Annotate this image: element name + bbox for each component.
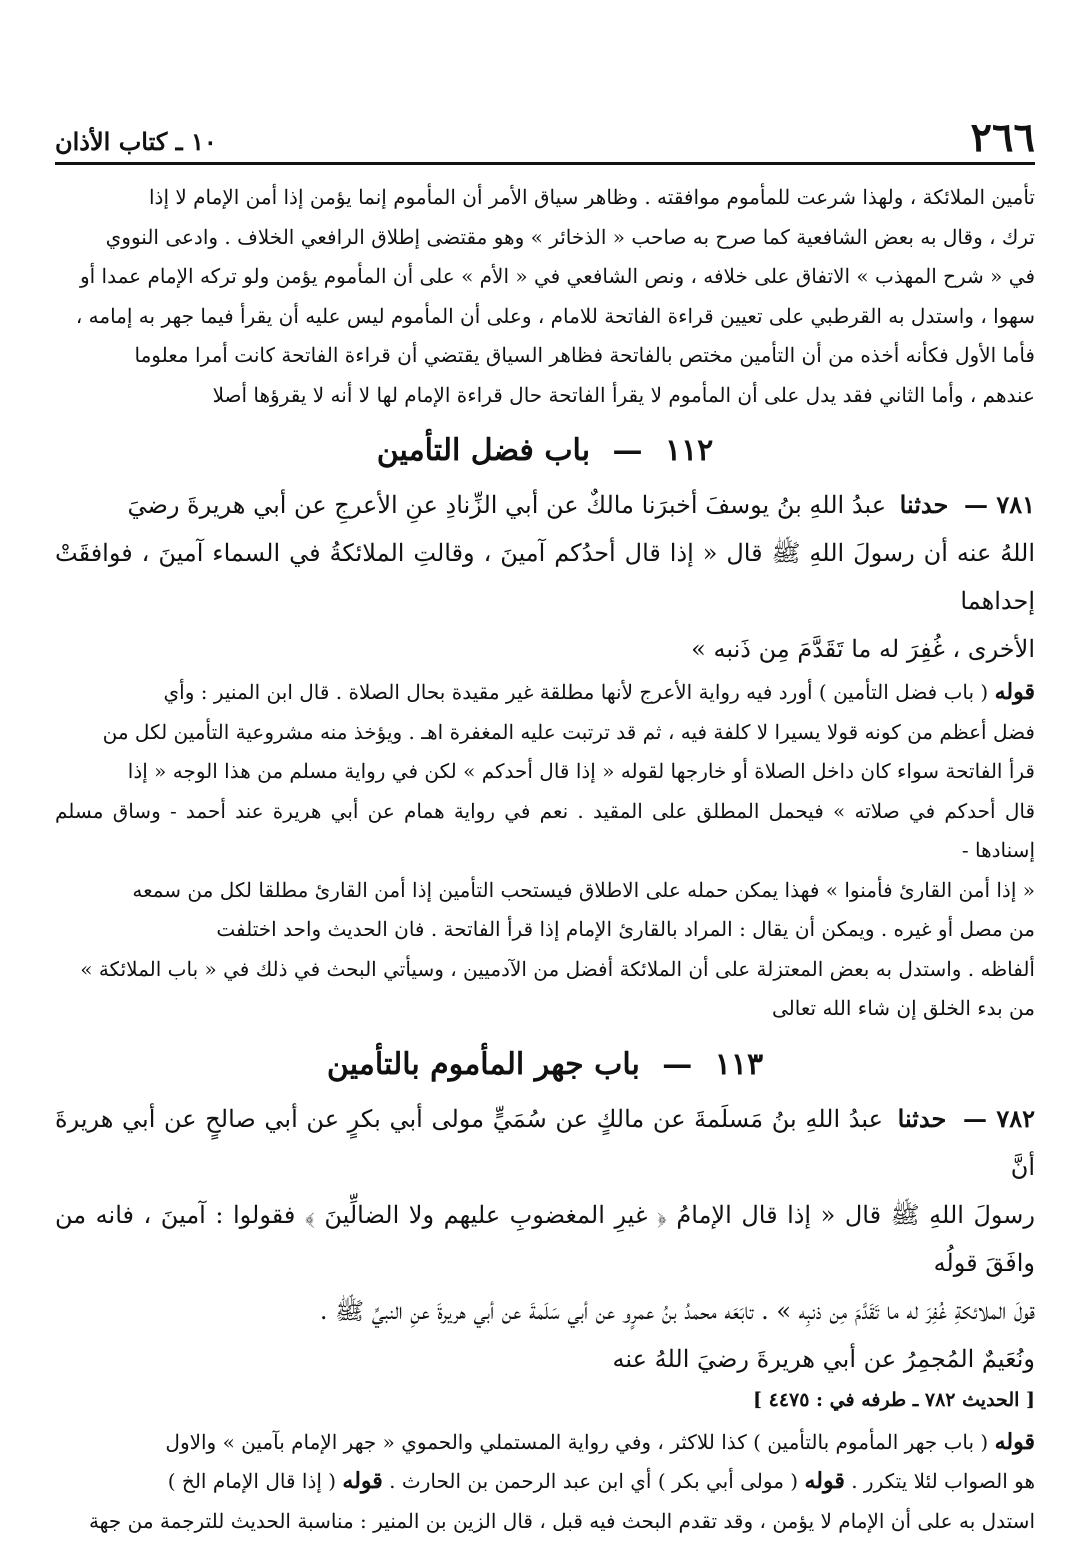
commentary-line [55,1423,1035,1463]
page-header [55,112,1035,165]
commentary-text: هو الصواب لئلا يتكرر . [845,1469,1035,1493]
commentary-line: « إذا أمن القارئ فأمنوا » فهذا يمكن حمله على الاطلاق فيستحب التأمين إذا أمن القارئ مطلقا لكل من سمعه [55,871,1035,911]
hadith-line [55,481,1035,529]
chapter-number: ١١٢ [665,433,713,468]
hadith-line: اللهُ عنه أن رسولَ اللهِ ﷺ قال « إذا قال أحدُكم آمينَ ، وقالتِ الملائكةُ في السماء آمينَ ، فوافقَتْ إحداهما [55,529,1035,625]
hadith-number: ٧٨١ — [964,490,1035,519]
qawluhu-marker: قوله [995,679,1035,705]
commentary-line: قال أحدكم في صلاته » فيحمل المطلق على المقيد . نعم في رواية همام عن أبي هريرة عند أحمد - وساق مسلم إسنادها - [55,792,1035,871]
chapter-heading-112 [55,425,1035,477]
qawluhu-marker: قوله [804,1468,844,1494]
commentary-line: ترك ، وقال به بعض الشافعية كما صرح به صاحب « الذخائر » وهو مقتضى إطلاق الرافعي الخلاف . وادعى النووي [55,218,1035,258]
hadith-line: قولَ الملائكةِ غُفِرَ له ما تَقَدَّمَ مِن ذنبِه » . تابَعَه محمدُ بنُ عمرٍو عن أبي سَلَمةَ عن أبي هريرةَ عنِ النبيِّ ﷺ . [55,1287,1035,1335]
page-body [55,178,1035,1541]
hadith-line: ونُعَيمٌ المُجمِرُ عن أبي هريرةَ رضيَ اللهُ عنه [55,1335,1035,1383]
commentary-line: من مصل أو غيره . ويمكن أن يقال : المراد بالقارئ الإمام إذا قرأ الفاتحة . فان الحديث واحد اختلفت [55,910,1035,950]
chapter-dash: — [662,1047,692,1082]
commentary-line: ألفاظه . واستدل به بعض المعتزلة على أن الملائكة أفضل من الآدميين ، وسيأتي البحث في ذلك في « باب الملائكة » [55,950,1035,990]
commentary-line [55,1462,1035,1502]
chapter-title: جهر المأموم بالتأمين [327,1047,584,1082]
running-title: ١٠ ـ كتاب الأذان [55,122,217,162]
commentary-112 [55,673,1035,1029]
commentary-text: ( مولى أبي بكر ) أي ابن عبد الرحمن بن الحارث . [383,1469,798,1493]
commentary-line: قرأ الفاتحة سواء كان داخل الصلاة أو خارجها لقوله « إذا قال أحدكم » لكن في رواية مسلم من هذا الوجه « إذا [55,752,1035,792]
hadith-line [55,1095,1035,1191]
commentary-113 [55,1423,1035,1541]
chapter-bab: باب [544,433,590,468]
commentary-text: ( إذا قال الإمام الخ ) [168,1469,336,1493]
chapter-number: ١١٣ [715,1047,763,1082]
hadith-782 [55,1095,1035,1383]
commentary-text: ( باب فضل التأمين ) أورد فيه رواية الأعرج لأنها مطلقة غير مقيدة بحال الصلاة . قال ابن المنير : وأي [164,680,989,704]
chapter-dash: — [613,433,643,468]
commentary-text: ( باب جهر المأموم بالتأمين ) كذا للاكثر ، وفي رواية المستملي والحموي « جهر الإمام بآمين » والاول [165,1430,988,1454]
hadith-text: عبدُ اللهِ بنُ يوسفَ أخبرَنا مالكٌ عن أبي الزِّنادِ عنِ الأعرجِ عن أبي هريرةَ رضيَ [127,491,886,519]
hadith-chain-head: حدثنا [898,1104,947,1133]
commentary-line: من بدء الخلق إن شاء الله تعالى [55,989,1035,1029]
chapter-heading-113 [55,1039,1035,1091]
hadith-chain-head: حدثنا [900,490,949,519]
chapter-title: فضل التأمين [377,433,534,468]
commentary-line: استدل به على أن الإمام لا يؤمن ، وقد تقدم البحث فيه قبل ، قال الزين بن المنير : مناسبة الحديث للترجمة من جهة [55,1502,1035,1541]
qawluhu-marker: قوله [342,1468,382,1494]
commentary-line: سهوا ، واستدل به القرطبي على تعيين قراءة الفاتحة للامام ، وعلى أن المأموم ليس عليه أن يقرأ فيما جهر به إمامه ، [55,297,1035,337]
commentary-line: عندهم ، وأما الثاني فقد يدل على أن المأموم لا يقرأ الفاتحة حال قراءة الإمام لها لا أنه لا يقرؤها أصلا [55,376,1035,416]
hadith-text: عبدُ اللهِ بنُ مَسلَمةَ عن مالكٍ عن سُمَيٍّ مولى أبي بكرٍ عن أبي صالحٍ عن أبي هريرةَ أنَّ [55,1105,1035,1181]
hadith-reference: [ الحديث ٧٨٢ ـ طرفه في : ٤٤٧٥ ] [55,1383,1035,1417]
page-number: ٢٦٦ [971,114,1035,162]
hadith-number: ٧٨٢ — [963,1104,1035,1133]
hadith-781 [55,481,1035,673]
hadith-line: الأخرى ، غُفِرَ له ما تَقَدَّمَ مِن ذَنبه » [55,625,1035,673]
hadith-line: رسولَ اللهِ ﷺ قال « إذا قال الإمامُ ﴿ غيرِ المغضوبِ عليهم ولا الضالِّينَ ﴾ فقولوا : آمينَ ، فانه من وافَقَ قولُه [55,1191,1035,1287]
chapter-bab: باب [594,1047,640,1082]
commentary-line: تأمين الملائكة ، ولهذا شرعت للمأموم موافقته . وظاهر سياق الأمر أن المأموم إنما يؤمن إذا أمن الإمام لا إذا [55,178,1035,218]
qawluhu-marker: قوله [995,1429,1035,1455]
intro-commentary [55,178,1035,415]
commentary-line: فأما الأول فكأنه أخذه من أن التأمين مختص بالفاتحة فظاهر السياق يقتضي أن قراءة الفاتحة كانت أمرا معلوما [55,336,1035,376]
commentary-line: فضل أعظم من كونه قولا يسيرا لا كلفة فيه ، ثم قد ترتبت عليه المغفرة اهـ . ويؤخذ منه مشروعية التأمين لكل من [55,713,1035,753]
commentary-line [55,673,1035,713]
commentary-line: في « شرح المهذب » الاتفاق على خلافه ، ونص الشافعي في « الأم » على أن المأموم يؤمن ولو تركه الإمام عمدا أو [55,257,1035,297]
